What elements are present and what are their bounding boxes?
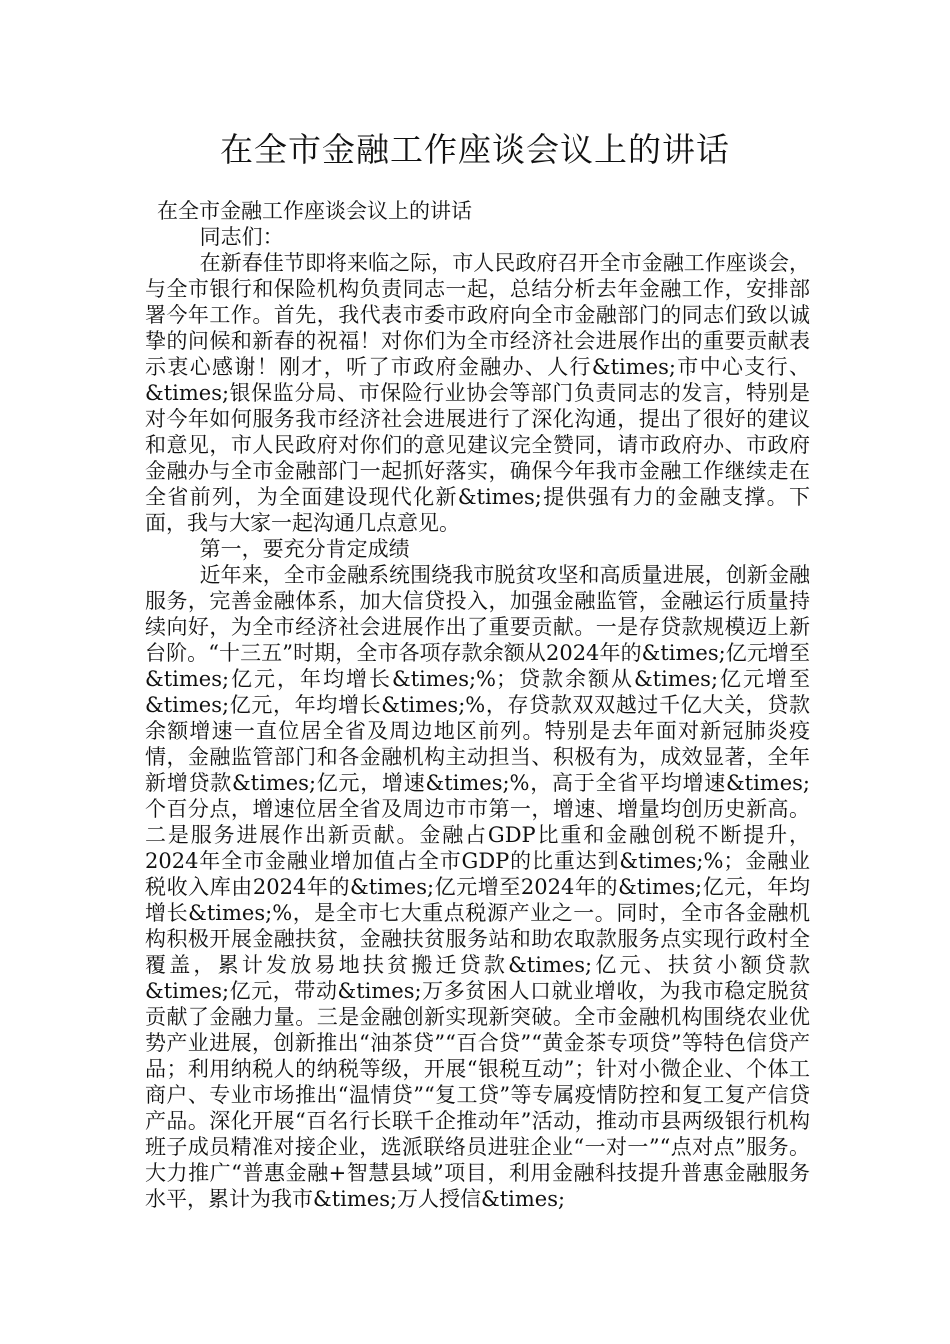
paragraph-opening: 在新春佳节即将来临之际，市人民政府召开全市金融工作座谈会，与全市银行和保险机构负责同志一起，总结分析去年金融工作，安排部署今年工作。首先，我代表市委市政府向全市金融部门的同志们致以诚挚的问候和新春的祝福！对你们为全市经济社会进展作出的重要贡献表示衷心感谢！刚才，听了市政府金融办、人行&times;市中心支行、&times;银保监分局、市保险行业协会等部门负责同志的发言，特别是对今年如何服务我市经济社会进展进行了深化沟通，提出了很好的建议和意见，市人民政府对你们的意见建议完全赞同，请市政府办、市政府金融办与全市金融部门一起抓好落实，确保今年我市金融工作继续走在全省前列，为全面建设现代化新&times;提供强有力的金融支撑。下面，我与大家一起沟通几点意见。 [145,251,810,535]
section-heading-first: 第一，要充分肯定成绩 [199,537,410,561]
paragraph-achievements: 近年来，全市金融系统围绕我市脱贫攻坚和高质量进展，创新金融服务，完善金融体系，加大信贷投入，加强金融监管，金融运行质量持续向好，为全市经济社会进展作出了重要贡献。一是存贷款规模迈上新台阶。“十三五”时期，全市各项存款余额从2024年的&times;亿元增至&times;亿元，年均增长&times;%；贷款余额从&times;亿元增至&times;亿元，年均增长&times;%，存贷款双双越过千亿大关，贷款余额增速一直位居全省及周边地区前列。特别是去年面对新冠肺炎疫情，金融监管部门和各金融机构主动担当、积极有为，成效显著，全年新增贷款&times;亿元，增速&times;%，高于全省平均增速&times;个百分点，增速位居全省及周边市市第一，增速、增量均创历史新高。二是服务进展作出新贡献。金融占GDP比重和金融创税不断提升，2024年全市金融业增加值占全市GDP的比重达到&times;%；金融业税收入库由2024年的&times;亿元增至2024年的&times;亿元，年均增长&times;%，是全市七大重点税源产业之一。同时，全市各金融机构积极开展金融扶贫，金融扶贫服务站和助农取款服务点实现行政村全覆盖，累计发放易地扶贫搬迁贷款&times;亿元、扶贫小额贷款&times;亿元，带动&times;万多贫困人口就业增收，为我市稳定脱贫贡献了金融力量。三是金融创新实现新突破。全市金融机构围绕农业优势产业进展，创新推出“油茶贷”“百合贷”“黄金茶专项贷”等特色信贷产品；利用纳税人的纳税等级，开展“银税互动”；针对小微企业、个体工商户、专业市场推出“温情贷”“复工贷”等专属疫情防控和复工复产信贷产品。深化开展“百名行长联千企推动年”活动，推动市县两级银行机构班子成员精准对接企业，选派联络员进驻企业“一对一”“点对点”服务。大力推广“普惠金融+智慧县域”项目，利用金融科技提升普惠金融服务水平，累计为我市&times;万人授信&times; [145,563,810,1211]
salutation: 同志们： [199,225,284,249]
document-body [145,198,810,1212]
document-subtitle: 在全市金融工作座谈会议上的讲话 [157,199,472,223]
document-title: 在全市金融工作座谈会议上的讲话 [220,130,730,169]
